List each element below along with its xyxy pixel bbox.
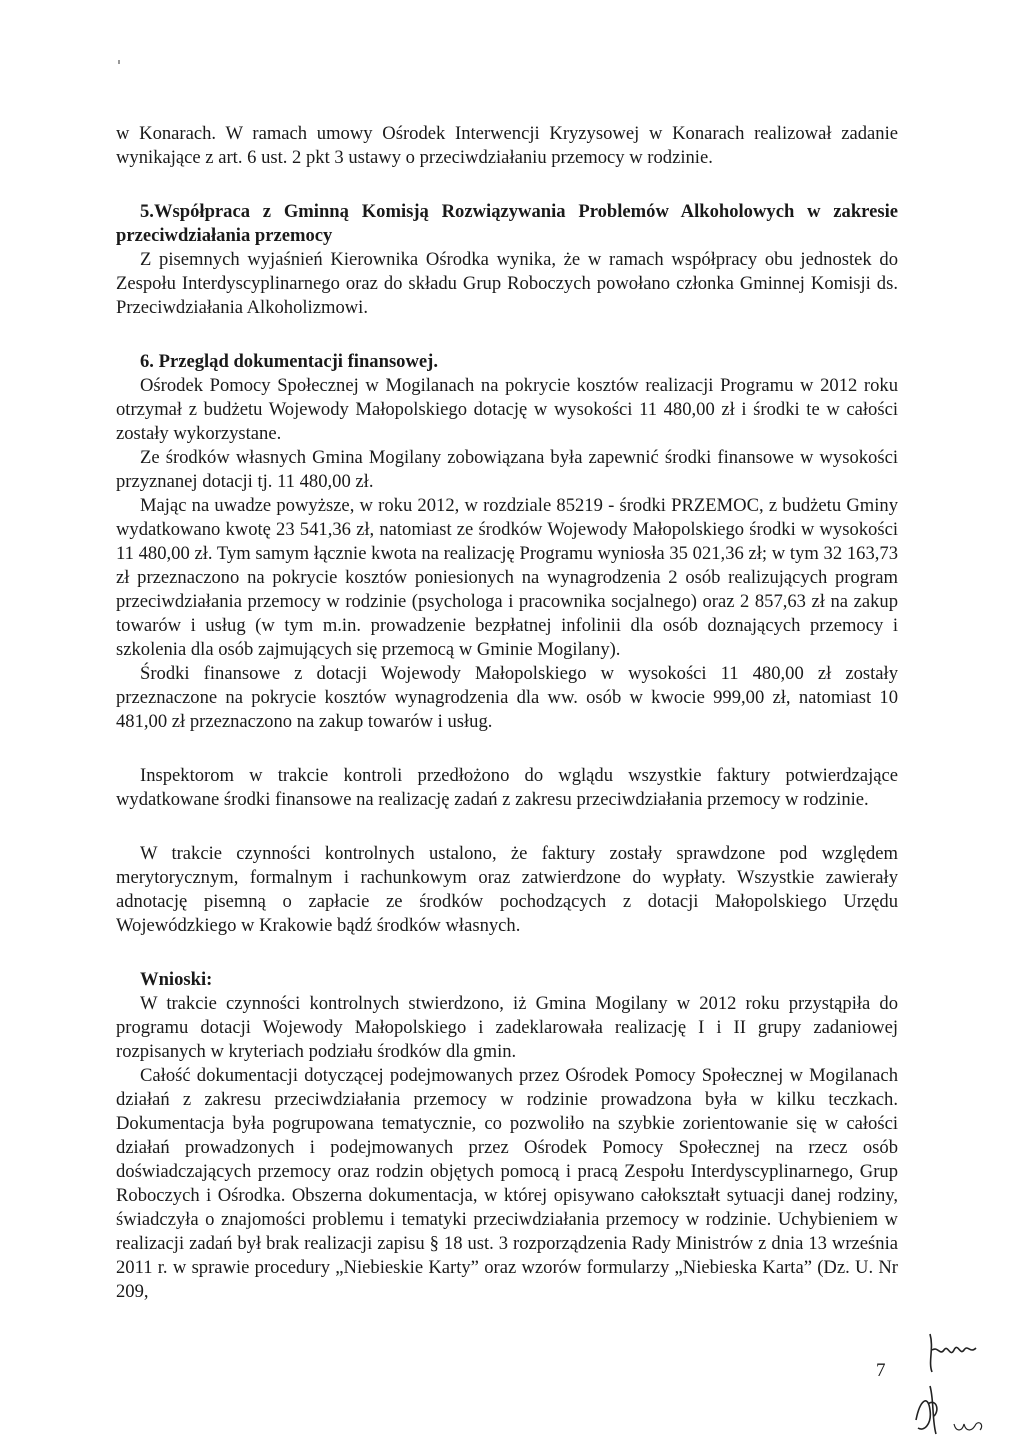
scan-speck <box>118 60 120 64</box>
section-6-paragraph: Ze środków własnych Gmina Mogilany zobowiązana była zapewnić środki finansowe w wysokości przyznanej dotacji tj. 11 480,00 zł. <box>116 447 898 492</box>
document-body <box>116 122 898 1304</box>
section-5-heading <box>116 200 898 248</box>
spacer <box>116 734 898 764</box>
spacer <box>116 938 898 968</box>
signature-initials-1 <box>924 1328 984 1378</box>
page-number: 7 <box>876 1360 886 1381</box>
section-6-heading: 6. Przegląd dokumentacji finansowej. <box>140 351 438 372</box>
section-5-body: Z pisemnych wyjaśnień Kierownika Ośrodka wynika, że w ramach współpracy obu jednostek do Zespołu Interdyscyplinarnego oraz do składu Grup Roboczych powołano członka Gminnej Komisji ds. Przeciwdziałania Alkoholizmowi. <box>116 249 898 318</box>
intro-paragraph: w Konarach. W ramach umowy Ośrodek Interwencji Kryzysowej w Konarach realizował zadanie wynikające z art. 6 ust. 2 pkt 3 ustawy o przeciwdziałaniu przemocy w rodzinie. <box>116 123 898 168</box>
section-6-paragraph: Środki finansowe z dotacji Wojewody Małopolskiego w wysokości 11 480,00 zł zostały przeznaczone na pokrycie kosztów wynagrodzenia dla ww. osób w kwocie 999,00 zł, natomiast 10 481,00 zł przeznaczono na zakup towarów i usług. <box>116 663 898 732</box>
conclusions-heading: Wnioski: <box>140 969 213 990</box>
section-6-paragraph: Mając na uwadze powyższe, w roku 2012, w rozdziale 85219 - środki PRZEMOC, z budżetu Gminy wydatkowano kwotę 23 541,36 zł, natomiast ze środków Wojewody Małopolskiego środki w wysokości 11 480,00 zł. Tym samym łącznie kwota na realizację Programu wyniosła 35 021,36 zł; w tym 32 163,73 zł przeznaczono na pokrycie kosztów poniesionych na wynagrodzenia 2 osób realizujących program przeciwdziałania przemocy w rodzinie (psychologa i pracownika socjalnego) oraz 2 857,63 zł na zakup towarów i usług (w tym m.in. prowadzenie bezpłatnej infolinii dla osób doznających przemocy i szkolenia dla osób zajmujących się przemocą w Gminie Mogilany). <box>116 495 898 660</box>
conclusions-paragraph: Całość dokumentacji dotyczącej podejmowanych przez Ośrodek Pomocy Społecznej w Mogilanach działań z zakresu przeciwdziałania przemocy w rodzinie prowadzona była w kilku teczkach. Dokumentacja była pogrupowana tematycznie, co pozwoliło na szybkie zorientowanie się w całości działań prowadzonych i podejmowanych przez Ośrodek Pomocy Społecznej na rzecz osób doświadczających przemocy oraz rodzin objętych pomocą i pracą Zespołu Interdyscyplinarnego, Grup Roboczych i Ośrodka. Obszerna dokumentacja, w której opisywano całokształt sytuacji danej rodziny, świadczyła o znajomości problemu i tematyki przeciwdziałania przemocy w rodzinie. Uchybieniem w realizacji zadań był brak realizacji zapisu § 18 ust. 3 rozporządzenia Rady Ministrów z dnia 13 września 2011 r. w sprawie procedury „Niebieskie Karty” oraz wzorów formularzy „Niebieska Karta” (Dz. U. Nr 209, <box>116 1065 898 1302</box>
spacer <box>116 320 898 350</box>
spacer <box>116 170 898 200</box>
findings-paragraph: W trakcie czynności kontrolnych ustalono, że faktury zostały sprawdzone pod względem merytorycznym, formalnym i rachunkowym oraz zatwierdzone do wypłaty. Wszystkie zawierały adnotację pisemną o zapłacie ze środków pochodzących z dotacji Małopolskiego Urzędu Wojewódzkiego w Krakowie bądź środków własnych. <box>116 843 898 936</box>
section-5-number: 5. <box>140 201 154 222</box>
signature-initials-2 <box>910 1380 990 1440</box>
inspectors-paragraph: Inspektorom w trakcie kontroli przedłożono do wglądu wszystkie faktury potwierdzające wydatkowane środki finansowe na realizację zadań z zakresu przeciwdziałania przemocy w rodzinie. <box>116 765 898 810</box>
section-5-title: Współpraca z Gminną Komisją Rozwiązywania Problemów Alkoholowych w zakresie przeciwdziałania przemocy <box>116 201 898 246</box>
conclusions-paragraph: W trakcie czynności kontrolnych stwierdzono, iż Gmina Mogilany w 2012 roku przystąpiła do programu dotacji Wojewody Małopolskiego i zadeklarowała realizację I i II grupy zadaniowej rozpisanych w kryteriach podziału środków dla gmin. <box>116 993 898 1062</box>
section-6-paragraph: Ośrodek Pomocy Społecznej w Mogilanach na pokrycie kosztów realizacji Programu w 2012 roku otrzymał z budżetu Wojewody Małopolskiego dotację w wysokości 11 480,00 zł i środki te w całości zostały wykorzystane. <box>116 375 898 444</box>
spacer <box>116 812 898 842</box>
